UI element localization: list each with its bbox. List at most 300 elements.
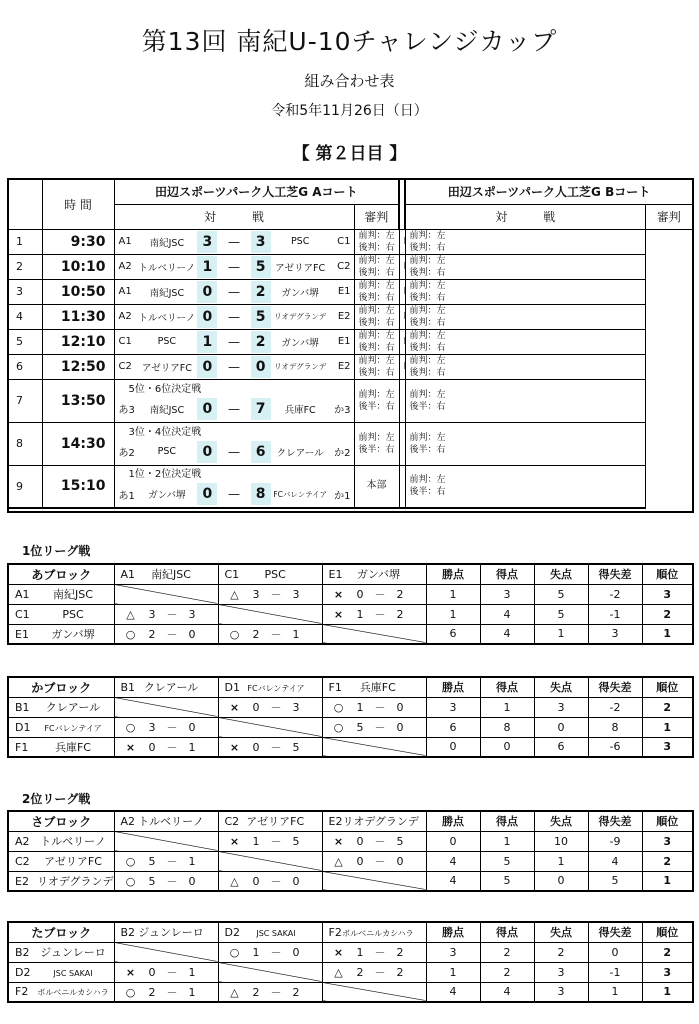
match-a xyxy=(114,304,354,329)
result-score: 5 － 0 xyxy=(356,721,404,734)
referee-a xyxy=(354,254,399,279)
dash: — xyxy=(228,444,240,459)
league1-title: 1位リーグ戦 xyxy=(22,544,91,558)
result-mark: ○ xyxy=(125,627,136,641)
referee-text: 前判：左 xyxy=(409,305,446,316)
score1: 1 xyxy=(197,331,217,353)
diagonal-cell xyxy=(322,982,426,1002)
match-number: 3 xyxy=(8,279,42,304)
score2: 3 xyxy=(251,231,271,253)
stat-value: 3 xyxy=(534,962,588,982)
result-cell xyxy=(114,962,218,982)
rank-value: 2 xyxy=(642,851,693,871)
referee-b xyxy=(405,379,645,422)
team-cell xyxy=(8,962,114,982)
team1-code xyxy=(400,401,406,416)
court-b-header: 田辺スポーツパーク人工芝G Bコート xyxy=(405,179,693,204)
schedule-row xyxy=(8,354,693,379)
team-code: D2 xyxy=(15,965,31,979)
team-name: ボルベニルカシハラ xyxy=(37,988,109,998)
stat-value: 1 xyxy=(588,982,642,1002)
team-cell xyxy=(8,697,114,717)
stat-value: -9 xyxy=(588,831,642,851)
rank-value: 2 xyxy=(642,942,693,962)
result-cell xyxy=(114,982,218,1002)
result-cell xyxy=(114,717,218,737)
match-a xyxy=(114,329,354,354)
league-row xyxy=(8,584,693,604)
stat-value: 5 xyxy=(588,871,642,891)
match-time: 15:10 xyxy=(42,465,114,508)
stat-header: 勝点 xyxy=(426,922,480,942)
team2-name: リオデグランデ xyxy=(274,362,327,371)
stat-value: 8 xyxy=(480,717,534,737)
opponent-name: 兵庫FC xyxy=(359,681,396,695)
score1: 3 xyxy=(197,231,217,253)
team1-name: PSC xyxy=(157,336,177,347)
opponent-code: D1 xyxy=(224,680,240,694)
stat-header: 勝点 xyxy=(426,564,480,584)
score1: 0 xyxy=(197,483,217,505)
result-mark: × xyxy=(229,835,240,848)
rank-value: 2 xyxy=(642,604,693,624)
league-row xyxy=(8,624,693,644)
opponent-name: ボルベニルカシハラ xyxy=(342,928,414,938)
referee-b xyxy=(405,229,645,254)
result-mark: ○ xyxy=(229,627,240,641)
match-number: 8 xyxy=(8,422,42,465)
score2: 8 xyxy=(251,483,271,505)
diagonal-cell xyxy=(114,831,218,851)
opponent-header xyxy=(114,564,218,584)
result-score: 2 － 1 xyxy=(148,985,196,999)
rank-value: 1 xyxy=(642,624,693,644)
result-cell xyxy=(218,737,322,757)
score1: 1 xyxy=(197,256,217,278)
stat-value: 6 xyxy=(426,624,480,644)
match-number: 6 xyxy=(8,354,42,379)
score1: 0 xyxy=(197,356,217,378)
league-table xyxy=(7,810,694,892)
referee-text: 後判：右 xyxy=(409,242,446,253)
result-score: 1 － 2 xyxy=(356,608,404,621)
referee-b xyxy=(405,465,645,508)
opponent-header xyxy=(322,677,426,697)
result-cell xyxy=(218,942,322,962)
match-number: 4 xyxy=(8,304,42,329)
ref-header-a: 審判 xyxy=(354,204,399,229)
opponent-name: アゼリアFC xyxy=(246,815,305,829)
team-name: トルベリーノ xyxy=(40,835,106,848)
referee-a xyxy=(354,279,399,304)
opponent-code: A2 xyxy=(120,815,136,829)
block-name: かブロック xyxy=(8,677,114,697)
result-mark: ○ xyxy=(125,855,136,868)
team-name: アゼリアFC xyxy=(44,855,102,868)
opponent-header xyxy=(322,564,426,584)
team1-code: A2 xyxy=(118,311,132,322)
team-cell xyxy=(8,624,114,644)
match-a xyxy=(114,379,354,422)
league-row xyxy=(8,851,693,871)
team-cell xyxy=(8,851,114,871)
schedule-row xyxy=(8,304,693,329)
team-name: クレアール xyxy=(45,701,101,714)
team1-code: A2 xyxy=(118,261,132,272)
result-score: 1 － 5 xyxy=(252,835,300,848)
match-time: 12:10 xyxy=(42,329,114,354)
team-cell xyxy=(8,942,114,962)
team-name: 兵庫FC xyxy=(54,740,91,754)
match-time: 11:30 xyxy=(42,304,114,329)
team2-code: か1 xyxy=(334,490,351,502)
team1-code xyxy=(400,487,406,502)
referee-b xyxy=(405,279,645,304)
league-table xyxy=(7,563,694,645)
stat-value: 5 xyxy=(534,604,588,624)
result-mark: ○ xyxy=(229,946,240,959)
page-title: 第13回 南紀U-10チャレンジカップ xyxy=(141,27,558,56)
stat-value: 2 xyxy=(480,942,534,962)
team-cell xyxy=(8,737,114,757)
opponent-code: D2 xyxy=(224,925,240,939)
stat-value: 3 xyxy=(588,624,642,644)
match-a xyxy=(114,354,354,379)
referee-text: 前判：左 xyxy=(358,305,395,316)
day-label: 【 第２日目 】 xyxy=(292,144,407,164)
league-row xyxy=(8,737,693,757)
team-code: B1 xyxy=(15,701,30,714)
stat-header: 勝点 xyxy=(426,677,480,697)
team2-name: アゼリアFC xyxy=(275,262,326,274)
team2-code: C2 xyxy=(337,261,351,272)
team1-code xyxy=(400,361,406,372)
stat-value: 0 xyxy=(588,942,642,962)
stat-value: 1 xyxy=(426,584,480,604)
referee-text: 後半：右 xyxy=(358,444,395,455)
result-score: 2 － 0 xyxy=(148,627,196,641)
stat-value: 5 xyxy=(480,851,534,871)
referee-text: 本部 xyxy=(366,480,387,492)
result-mark: × xyxy=(333,588,344,601)
team1-code xyxy=(400,444,406,459)
stat-header: 得点 xyxy=(480,922,534,942)
result-score: 3 － 3 xyxy=(252,588,300,601)
opponent-name: トルベリーノ xyxy=(138,815,204,829)
result-cell xyxy=(114,851,218,871)
stat-header: 得点 xyxy=(480,811,534,831)
stat-header: 順位 xyxy=(642,922,693,942)
result-score: 0 － 3 xyxy=(252,701,300,714)
referee-text: 後判：右 xyxy=(358,317,395,328)
schedule-row xyxy=(8,254,693,279)
team2-code: E1 xyxy=(337,336,351,347)
match-number: 9 xyxy=(8,465,42,508)
opponent-name: ガンバ堺 xyxy=(356,568,401,582)
stat-header: 得失差 xyxy=(588,564,642,584)
rank-value: 1 xyxy=(642,982,693,1002)
result-cell xyxy=(218,697,322,717)
stat-value: 4 xyxy=(588,851,642,871)
court-a-header: 田辺スポーツパーク人工芝G Aコート xyxy=(114,179,399,204)
referee-text: 後判：右 xyxy=(409,342,446,353)
referee-b xyxy=(405,354,645,379)
result-score: 0 － 0 xyxy=(252,874,300,888)
match-time: 12:50 xyxy=(42,354,114,379)
stat-value: 3 xyxy=(426,697,480,717)
opponent-header xyxy=(114,811,218,831)
referee-text: 前判：左 xyxy=(358,432,395,443)
team1-code: あ3 xyxy=(118,405,135,416)
team1-name: 南紀JSC xyxy=(149,287,185,299)
result-score: 0 － 1 xyxy=(148,740,196,754)
opponent-code: A1 xyxy=(120,568,136,582)
match-a xyxy=(114,254,354,279)
league-row xyxy=(8,962,693,982)
result-cell xyxy=(322,584,426,604)
team1-code: あ1 xyxy=(118,490,135,502)
stat-value: 1 xyxy=(426,962,480,982)
opponent-code: F1 xyxy=(328,681,342,695)
referee-a xyxy=(354,354,399,379)
team-cell xyxy=(8,717,114,737)
team2-code: E2 xyxy=(337,311,351,322)
team-cell xyxy=(8,584,114,604)
stat-value: 3 xyxy=(534,697,588,717)
result-mark: △ xyxy=(334,966,343,979)
rank-value: 3 xyxy=(642,831,693,851)
team-code: A1 xyxy=(15,588,30,601)
ref-header-b: 審判 xyxy=(645,204,693,229)
referee-text: 後判：右 xyxy=(358,367,395,378)
block-name: さブロック xyxy=(8,811,114,831)
team2-code: か2 xyxy=(334,448,351,459)
page-subtitle: 組み合わせ表 xyxy=(304,72,395,90)
result-mark: △ xyxy=(334,855,343,868)
referee-text: 前判：左 xyxy=(358,230,395,241)
stat-value: 6 xyxy=(534,737,588,757)
block-name: あブロック xyxy=(8,564,114,584)
league2-title: 2位リーグ戦 xyxy=(22,792,91,806)
match-a xyxy=(114,229,354,254)
stat-value: 3 xyxy=(534,982,588,1002)
referee-text: 前判：左 xyxy=(409,255,446,266)
no-header xyxy=(8,179,42,229)
stat-value: 10 xyxy=(534,831,588,851)
referee-b xyxy=(405,254,645,279)
opponent-header xyxy=(218,564,322,584)
stat-value: 1 xyxy=(534,851,588,871)
result-cell xyxy=(114,604,218,624)
diagonal-cell xyxy=(322,871,426,891)
result-score: 0 － 0 xyxy=(356,855,404,868)
score2: 5 xyxy=(251,306,271,328)
result-mark: ○ xyxy=(125,874,136,888)
schedule-row xyxy=(8,379,693,422)
opponent-code: B2 xyxy=(120,926,136,940)
referee-a xyxy=(354,329,399,354)
stat-header: 得点 xyxy=(480,564,534,584)
league-row xyxy=(8,604,693,624)
stat-value: 0 xyxy=(480,737,534,757)
opponent-code: B1 xyxy=(120,681,136,695)
referee-text: 前判：左 xyxy=(409,432,446,443)
result-cell xyxy=(322,851,426,871)
referee-b xyxy=(405,304,645,329)
team2-code: C1 xyxy=(337,236,351,247)
result-mark: × xyxy=(333,608,344,621)
opponent-header xyxy=(322,922,426,942)
result-mark: ○ xyxy=(125,985,136,999)
league-row xyxy=(8,697,693,717)
score2: 2 xyxy=(251,281,271,303)
team1-name: 南紀JSC xyxy=(149,404,185,416)
score1: 0 xyxy=(197,306,217,328)
result-cell xyxy=(322,604,426,624)
team-name: ガンバ堺 xyxy=(51,627,95,641)
team1-name: トルベリーノ xyxy=(138,262,196,274)
result-score: 1 － 0 xyxy=(252,946,300,959)
rank-value: 3 xyxy=(642,737,693,757)
result-cell xyxy=(218,584,322,604)
team-code: E1 xyxy=(15,627,29,641)
match-a xyxy=(114,465,354,508)
result-cell xyxy=(114,737,218,757)
referee-text: 後判：右 xyxy=(409,317,446,328)
referee-b xyxy=(405,422,645,465)
match-time: 13:50 xyxy=(42,379,114,422)
team1-name: アゼリアFC xyxy=(141,362,192,374)
dash: — xyxy=(228,334,240,349)
referee-text: 前判：左 xyxy=(409,389,446,400)
team2-name: クレアール xyxy=(276,447,324,459)
stat-value: 2 xyxy=(480,962,534,982)
opponent-code: C2 xyxy=(224,815,240,829)
result-score: 0 － 5 xyxy=(356,835,404,848)
result-mark: △ xyxy=(230,874,239,888)
team-name: PSC xyxy=(62,607,84,621)
referee-text: 後判：右 xyxy=(409,292,446,303)
score1: 0 xyxy=(197,441,217,463)
result-mark: △ xyxy=(230,588,239,601)
score1: 0 xyxy=(197,281,217,303)
referee-text: 前判：左 xyxy=(358,280,395,291)
team-code: C2 xyxy=(15,855,30,868)
referee-text: 前判：左 xyxy=(358,330,395,341)
team2-name: リオデグランデ xyxy=(274,312,327,321)
team1-code xyxy=(400,311,406,322)
diagonal-cell xyxy=(322,737,426,757)
stat-header: 得点 xyxy=(480,677,534,697)
referee-text: 後判：右 xyxy=(409,367,446,378)
stat-value: 6 xyxy=(426,717,480,737)
referee-text: 前判：左 xyxy=(409,355,446,366)
dash: — xyxy=(228,234,240,249)
dash: — xyxy=(228,309,240,324)
team-name: 南紀JSC xyxy=(53,588,93,601)
rank-value: 3 xyxy=(642,962,693,982)
opponent-code: E2 xyxy=(328,815,343,829)
stat-value: -2 xyxy=(588,697,642,717)
team1-name: 南紀JSC xyxy=(149,237,185,249)
match-time: 14:30 xyxy=(42,422,114,465)
stat-value: 8 xyxy=(588,717,642,737)
diagonal-cell xyxy=(114,584,218,604)
result-mark: × xyxy=(125,966,136,979)
result-score: 5 － 0 xyxy=(148,874,196,888)
schedule-table xyxy=(7,178,694,513)
stat-value: 3 xyxy=(426,942,480,962)
result-score: 0 － 1 xyxy=(148,966,196,979)
stat-value: 4 xyxy=(426,871,480,891)
stat-value: -2 xyxy=(588,584,642,604)
stat-header: 失点 xyxy=(534,811,588,831)
team-name: JSC SAKAI xyxy=(53,968,93,978)
opponent-header xyxy=(218,811,322,831)
result-cell xyxy=(322,962,426,982)
result-cell xyxy=(322,697,426,717)
result-score: 5 － 1 xyxy=(148,855,196,868)
team-code: F1 xyxy=(15,740,29,754)
score2: 6 xyxy=(251,441,271,463)
result-mark: × xyxy=(333,946,344,959)
result-cell xyxy=(322,831,426,851)
match-number: 2 xyxy=(8,254,42,279)
schedule-row xyxy=(8,422,693,465)
stat-value: -6 xyxy=(588,737,642,757)
stat-header: 勝点 xyxy=(426,811,480,831)
team1-code xyxy=(400,286,406,297)
referee-text: 前判：左 xyxy=(409,475,446,486)
referee-a xyxy=(354,379,399,422)
team1-code: A1 xyxy=(118,286,132,297)
diagonal-cell xyxy=(218,851,322,871)
dash: — xyxy=(228,401,240,416)
stat-value: 5 xyxy=(480,871,534,891)
referee-text: 前判：左 xyxy=(409,330,446,341)
vs-header-b: 対 戦 xyxy=(405,204,645,229)
team1-name: ガンバ堺 xyxy=(148,490,186,502)
match-a xyxy=(114,422,354,465)
league-table xyxy=(7,676,694,758)
referee-text: 後判：右 xyxy=(358,267,395,278)
team2-code: E2 xyxy=(337,361,351,372)
stat-header: 失点 xyxy=(534,922,588,942)
team-code: D1 xyxy=(15,720,31,734)
match-number: 1 xyxy=(8,229,42,254)
league-row xyxy=(8,942,693,962)
result-cell xyxy=(114,871,218,891)
team2-name: 兵庫FC xyxy=(284,404,316,416)
referee-b xyxy=(405,329,645,354)
result-mark: ○ xyxy=(125,721,136,734)
stat-header: 得失差 xyxy=(588,677,642,697)
result-score: 0 － 5 xyxy=(252,740,300,754)
opponent-code: F2 xyxy=(328,925,342,939)
team1-code xyxy=(400,261,406,272)
team1-code: A1 xyxy=(118,236,132,247)
opponent-header xyxy=(114,922,218,942)
team-code: F2 xyxy=(15,985,29,999)
rank-value: 1 xyxy=(642,717,693,737)
time-header: 時 間 xyxy=(42,179,114,229)
referee-text: 後半：右 xyxy=(409,401,446,412)
diagonal-cell xyxy=(114,697,218,717)
stat-value: 1 xyxy=(426,604,480,624)
team1-code xyxy=(400,336,406,347)
team2-name: ガンバ堺 xyxy=(281,287,319,299)
team1-code: C2 xyxy=(118,361,132,372)
